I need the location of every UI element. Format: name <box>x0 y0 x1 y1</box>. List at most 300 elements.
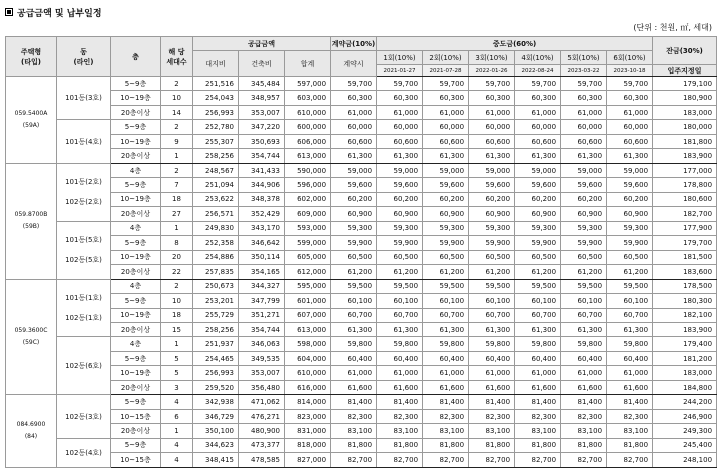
units-cell: 4 <box>161 395 193 409</box>
land-price-cell: 256,993 <box>193 366 239 380</box>
dong-line-label: 102동(4호) <box>65 448 102 457</box>
land-price-cell: 250,673 <box>193 279 239 293</box>
building-price-cell: 351,271 <box>239 308 285 322</box>
installment-6-cell: 81,800 <box>607 438 653 452</box>
installment-5-cell: 81,800 <box>561 438 607 452</box>
header-installment-date-2: 2021-07-28 <box>423 65 469 77</box>
header-units-top: 해 당 <box>168 47 185 56</box>
total-price-cell: 602,000 <box>285 192 331 206</box>
installment-3-cell: 59,700 <box>469 77 515 91</box>
land-price-cell: 251,516 <box>193 77 239 91</box>
installment-3-cell: 81,800 <box>469 438 515 452</box>
total-price-cell: 827,000 <box>285 453 331 468</box>
header-dong-sub: (라인) <box>73 57 94 66</box>
installment-3-cell: 60,700 <box>469 308 515 322</box>
deposit-cell: 61,600 <box>331 380 377 394</box>
balance-cell: 182,700 <box>653 207 717 221</box>
total-price-cell: 599,000 <box>285 236 331 250</box>
total-price-cell: 613,000 <box>285 149 331 163</box>
dong-line-label: 101동(3호) <box>65 94 102 103</box>
installment-4-cell: 59,900 <box>515 236 561 250</box>
balance-cell: 179,100 <box>653 77 717 91</box>
installment-3-cell: 59,500 <box>469 279 515 293</box>
installment-6-cell: 60,200 <box>607 192 653 206</box>
units-cell: 6 <box>161 409 193 423</box>
installment-2-cell: 60,600 <box>423 134 469 148</box>
installment-6-cell: 61,000 <box>607 105 653 119</box>
balance-cell: 177,900 <box>653 221 717 235</box>
floor-cell: 5~9층 <box>111 351 161 365</box>
dong-line-label: 101동(5호) <box>65 236 102 245</box>
installment-2-cell: 60,300 <box>423 91 469 105</box>
dong-line-cell <box>57 395 111 438</box>
floor-cell: 4층 <box>111 163 161 177</box>
installment-4-cell: 60,400 <box>515 351 561 365</box>
header-type-label: 주택형 <box>20 47 42 56</box>
total-price-cell: 600,000 <box>285 120 331 134</box>
deposit-cell: 59,300 <box>331 221 377 235</box>
table-row <box>6 221 717 235</box>
unit-type-sub: (59A) <box>22 121 40 129</box>
total-price-cell: 595,000 <box>285 279 331 293</box>
total-price-cell: 814,000 <box>285 395 331 409</box>
floor-cell: 20층이상 <box>111 380 161 394</box>
installment-3-cell: 59,600 <box>469 178 515 192</box>
installment-6-cell: 59,900 <box>607 236 653 250</box>
total-price-cell: 598,000 <box>285 337 331 351</box>
land-price-cell: 258,256 <box>193 322 239 336</box>
table-row <box>6 134 717 148</box>
installment-6-cell: 59,500 <box>607 279 653 293</box>
table-row <box>6 250 717 264</box>
total-price-cell: 597,000 <box>285 77 331 91</box>
building-price-cell: 476,271 <box>239 409 285 423</box>
balance-cell: 184,800 <box>653 380 717 394</box>
total-price-cell: 607,000 <box>285 308 331 322</box>
land-price-cell: 251,937 <box>193 337 239 351</box>
installment-5-cell: 59,700 <box>561 77 607 91</box>
section-title-text: 공급금액 및 납부일정 <box>17 9 102 19</box>
installment-3-cell: 59,000 <box>469 163 515 177</box>
total-price-cell: 818,000 <box>285 438 331 452</box>
installment-5-cell: 59,800 <box>561 337 607 351</box>
installment-4-cell: 60,100 <box>515 294 561 308</box>
table-row <box>6 322 717 336</box>
installment-1-cell: 60,600 <box>377 134 423 148</box>
installment-2-cell: 60,000 <box>423 120 469 134</box>
installment-1-cell: 82,300 <box>377 409 423 423</box>
building-price-cell: 341,433 <box>239 163 285 177</box>
table-row <box>6 91 717 105</box>
installment-1-cell: 60,000 <box>377 120 423 134</box>
deposit-cell: 81,800 <box>331 438 377 452</box>
header-dong <box>57 37 111 77</box>
deposit-cell: 60,100 <box>331 294 377 308</box>
land-price-cell: 254,043 <box>193 91 239 105</box>
balance-cell: 179,400 <box>653 337 717 351</box>
land-price-cell: 344,623 <box>193 438 239 452</box>
unit-type-code: 059.5400A <box>14 109 48 117</box>
units-cell: 1 <box>161 337 193 351</box>
installment-4-cell: 83,100 <box>515 424 561 438</box>
installment-2-cell: 60,400 <box>423 351 469 365</box>
balance-cell: 249,300 <box>653 424 717 438</box>
table-row <box>6 351 717 365</box>
installment-1-cell: 60,300 <box>377 91 423 105</box>
units-cell: 1 <box>161 424 193 438</box>
installment-5-cell: 60,000 <box>561 120 607 134</box>
table-row <box>6 409 717 423</box>
total-price-cell: 603,000 <box>285 91 331 105</box>
deposit-cell: 61,000 <box>331 366 377 380</box>
building-price-cell: 344,906 <box>239 178 285 192</box>
installment-2-cell: 60,700 <box>423 308 469 322</box>
installment-3-cell: 81,400 <box>469 395 515 409</box>
land-price-cell: 256,571 <box>193 207 239 221</box>
balance-cell: 180,900 <box>653 91 717 105</box>
land-price-cell: 251,094 <box>193 178 239 192</box>
installment-1-cell: 60,200 <box>377 192 423 206</box>
installment-3-cell: 60,100 <box>469 294 515 308</box>
land-price-cell: 255,307 <box>193 134 239 148</box>
deposit-cell: 61,300 <box>331 149 377 163</box>
unit-type-sub: (59C) <box>22 338 40 346</box>
installment-1-cell: 61,000 <box>377 366 423 380</box>
header-dong-label: 동 <box>80 47 87 56</box>
installment-1-cell: 61,200 <box>377 265 423 279</box>
installment-5-cell: 83,100 <box>561 424 607 438</box>
units-cell: 27 <box>161 207 193 221</box>
balance-cell: 244,200 <box>653 395 717 409</box>
installment-2-cell: 61,300 <box>423 322 469 336</box>
building-price-cell: 343,170 <box>239 221 285 235</box>
installment-3-cell: 61,000 <box>469 105 515 119</box>
header-building: 건축비 <box>239 51 285 77</box>
unit-type-sub: (84) <box>24 433 38 441</box>
installment-5-cell: 61,300 <box>561 149 607 163</box>
unit-note: (단위 : 천원, ㎡, 세대) <box>633 23 712 32</box>
header-installment-date-5: 2023-03-22 <box>561 65 607 77</box>
balance-cell: 180,000 <box>653 120 717 134</box>
building-price-cell: 348,957 <box>239 91 285 105</box>
installment-2-cell: 61,000 <box>423 366 469 380</box>
floor-cell: 10~19층 <box>111 308 161 322</box>
installment-6-cell: 60,900 <box>607 207 653 221</box>
balance-cell: 181,200 <box>653 351 717 365</box>
installment-2-cell: 83,100 <box>423 424 469 438</box>
building-price-cell: 473,377 <box>239 438 285 452</box>
installment-3-cell: 83,100 <box>469 424 515 438</box>
deposit-cell: 59,900 <box>331 236 377 250</box>
installment-3-cell: 82,700 <box>469 453 515 468</box>
installment-2-cell: 59,000 <box>423 163 469 177</box>
installment-2-cell: 61,200 <box>423 265 469 279</box>
dong-line-label: 101동(2호) <box>65 178 102 187</box>
total-price-cell: 596,000 <box>285 178 331 192</box>
installment-5-cell: 60,500 <box>561 250 607 264</box>
floor-cell: 20층이상 <box>111 207 161 221</box>
dong-line-cell <box>57 221 111 279</box>
units-cell: 8 <box>161 236 193 250</box>
installment-5-cell: 59,600 <box>561 178 607 192</box>
table-row <box>6 207 717 221</box>
floor-cell: 5~9층 <box>111 438 161 452</box>
deposit-cell: 59,800 <box>331 337 377 351</box>
dong-line-label: 102동(5호) <box>65 256 102 265</box>
unit-type-cell <box>6 163 57 279</box>
deposit-cell: 60,200 <box>331 192 377 206</box>
deposit-cell: 82,700 <box>331 453 377 468</box>
installment-1-cell: 60,400 <box>377 351 423 365</box>
installment-5-cell: 60,100 <box>561 294 607 308</box>
installment-5-cell: 59,300 <box>561 221 607 235</box>
building-price-cell: 345,484 <box>239 77 285 91</box>
deposit-cell: 61,000 <box>331 105 377 119</box>
unit-type-code: 059.3600C <box>14 326 48 334</box>
building-price-cell: 352,429 <box>239 207 285 221</box>
installment-4-cell: 59,500 <box>515 279 561 293</box>
floor-cell: 5~9층 <box>111 236 161 250</box>
installment-1-cell: 60,700 <box>377 308 423 322</box>
units-cell: 4 <box>161 438 193 452</box>
installment-6-cell: 60,100 <box>607 294 653 308</box>
installment-2-cell: 60,200 <box>423 192 469 206</box>
installment-4-cell: 61,000 <box>515 366 561 380</box>
header-units <box>161 37 193 77</box>
total-price-cell: 610,000 <box>285 105 331 119</box>
installment-6-cell: 59,800 <box>607 337 653 351</box>
installment-2-cell: 59,600 <box>423 178 469 192</box>
total-price-cell: 609,000 <box>285 207 331 221</box>
installment-5-cell: 82,700 <box>561 453 607 468</box>
table-row <box>6 77 717 91</box>
installment-1-cell: 83,100 <box>377 424 423 438</box>
installment-4-cell: 60,700 <box>515 308 561 322</box>
installment-5-cell: 61,200 <box>561 265 607 279</box>
installment-5-cell: 61,000 <box>561 366 607 380</box>
total-price-cell: 604,000 <box>285 351 331 365</box>
building-price-cell: 346,642 <box>239 236 285 250</box>
table-row <box>6 178 717 192</box>
installment-3-cell: 61,000 <box>469 366 515 380</box>
deposit-cell: 61,300 <box>331 322 377 336</box>
total-price-cell: 613,000 <box>285 322 331 336</box>
floor-cell: 10~15층 <box>111 409 161 423</box>
floor-cell: 20층이상 <box>111 322 161 336</box>
installment-4-cell: 82,300 <box>515 409 561 423</box>
land-price-cell: 350,100 <box>193 424 239 438</box>
installment-3-cell: 61,300 <box>469 149 515 163</box>
square-bullet-icon <box>5 8 13 16</box>
installment-4-cell: 61,300 <box>515 149 561 163</box>
building-price-cell: 356,480 <box>239 380 285 394</box>
installment-1-cell: 61,000 <box>377 105 423 119</box>
units-cell: 14 <box>161 105 193 119</box>
installment-4-cell: 81,800 <box>515 438 561 452</box>
units-cell: 3 <box>161 380 193 394</box>
building-price-cell: 350,693 <box>239 134 285 148</box>
installment-2-cell: 82,300 <box>423 409 469 423</box>
installment-6-cell: 83,100 <box>607 424 653 438</box>
installment-6-cell: 59,700 <box>607 77 653 91</box>
header-installment-6: 6회(10%) <box>607 51 653 65</box>
floor-cell: 5~9층 <box>111 395 161 409</box>
installment-5-cell: 60,900 <box>561 207 607 221</box>
installment-3-cell: 59,300 <box>469 221 515 235</box>
installment-2-cell: 59,900 <box>423 236 469 250</box>
units-cell: 1 <box>161 149 193 163</box>
total-price-cell: 593,000 <box>285 221 331 235</box>
installment-6-cell: 60,000 <box>607 120 653 134</box>
installment-2-cell: 61,000 <box>423 105 469 119</box>
table-row <box>6 192 717 206</box>
table-row <box>6 120 717 134</box>
installment-6-cell: 60,700 <box>607 308 653 322</box>
unit-type-code: 084.6900 <box>16 421 46 429</box>
header-land: 대지비 <box>193 51 239 77</box>
table-row <box>6 424 717 438</box>
units-cell: 20 <box>161 250 193 264</box>
deposit-cell: 61,200 <box>331 265 377 279</box>
floor-cell: 10~19층 <box>111 192 161 206</box>
unit-type-cell <box>6 77 57 164</box>
balance-cell: 248,100 <box>653 453 717 468</box>
deposit-cell: 60,300 <box>331 91 377 105</box>
floor-cell: 5~9층 <box>111 294 161 308</box>
installment-6-cell: 59,000 <box>607 163 653 177</box>
floor-cell: 4층 <box>111 221 161 235</box>
balance-cell: 183,600 <box>653 265 717 279</box>
land-price-cell: 249,830 <box>193 221 239 235</box>
dong-line-label: 101동(4호) <box>65 137 102 146</box>
installment-2-cell: 60,100 <box>423 294 469 308</box>
installment-4-cell: 59,700 <box>515 77 561 91</box>
header-floor: 층 <box>111 37 161 77</box>
floor-cell: 10~19층 <box>111 366 161 380</box>
deposit-cell: 60,600 <box>331 134 377 148</box>
installment-5-cell: 61,000 <box>561 105 607 119</box>
building-price-cell: 478,585 <box>239 453 285 468</box>
header-installment-4: 4회(10%) <box>515 51 561 65</box>
installment-1-cell: 59,900 <box>377 236 423 250</box>
balance-cell: 178,800 <box>653 178 717 192</box>
dong-line-label: 101동(1호) <box>65 294 102 302</box>
unit-type-cell <box>6 279 57 395</box>
installment-4-cell: 60,300 <box>515 91 561 105</box>
deposit-cell: 83,100 <box>331 424 377 438</box>
floor-cell: 5~9층 <box>111 77 161 91</box>
deposit-cell: 60,000 <box>331 120 377 134</box>
installment-1-cell: 82,700 <box>377 453 423 468</box>
floor-cell: 4층 <box>111 279 161 293</box>
installment-6-cell: 61,300 <box>607 149 653 163</box>
installment-1-cell: 59,000 <box>377 163 423 177</box>
installment-3-cell: 60,000 <box>469 120 515 134</box>
land-price-cell: 253,201 <box>193 294 239 308</box>
table-row <box>6 308 717 322</box>
total-price-cell: 610,000 <box>285 366 331 380</box>
installment-6-cell: 61,000 <box>607 366 653 380</box>
installment-4-cell: 60,900 <box>515 207 561 221</box>
deposit-cell: 59,700 <box>331 77 377 91</box>
total-price-cell: 823,000 <box>285 409 331 423</box>
installment-5-cell: 60,300 <box>561 91 607 105</box>
installment-5-cell: 82,300 <box>561 409 607 423</box>
installment-5-cell: 81,400 <box>561 395 607 409</box>
balance-cell: 246,900 <box>653 409 717 423</box>
table-row <box>6 438 717 452</box>
units-cell: 2 <box>161 77 193 91</box>
dong-line-cell <box>57 279 111 337</box>
balance-cell: 245,400 <box>653 438 717 452</box>
installment-3-cell: 59,900 <box>469 236 515 250</box>
installment-4-cell: 59,800 <box>515 337 561 351</box>
floor-cell: 20층이상 <box>111 265 161 279</box>
dong-line-cell <box>57 337 111 395</box>
header-installment-date-3: 2022-01-26 <box>469 65 515 77</box>
installment-4-cell: 82,700 <box>515 453 561 468</box>
land-price-cell: 254,465 <box>193 351 239 365</box>
floor-cell: 4층 <box>111 337 161 351</box>
building-price-cell: 347,799 <box>239 294 285 308</box>
deposit-cell: 59,000 <box>331 163 377 177</box>
installment-1-cell: 60,900 <box>377 207 423 221</box>
deposit-cell: 82,300 <box>331 409 377 423</box>
header-type-sub: (타입) <box>21 57 41 66</box>
balance-cell: 181,500 <box>653 250 717 264</box>
header-deposit-sub: 계약시 <box>331 51 377 77</box>
balance-cell: 183,900 <box>653 322 717 336</box>
installment-4-cell: 59,000 <box>515 163 561 177</box>
total-price-cell: 616,000 <box>285 380 331 394</box>
installment-4-cell: 60,200 <box>515 192 561 206</box>
units-cell: 15 <box>161 322 193 336</box>
installment-5-cell: 60,200 <box>561 192 607 206</box>
land-price-cell: 253,622 <box>193 192 239 206</box>
land-price-cell: 248,567 <box>193 163 239 177</box>
header-interim: 중도금(60%) <box>377 37 653 51</box>
header-installment-3: 3회(10%) <box>469 51 515 65</box>
table-row <box>6 380 717 394</box>
building-price-cell: 353,007 <box>239 366 285 380</box>
deposit-cell: 59,500 <box>331 279 377 293</box>
installment-4-cell: 61,200 <box>515 265 561 279</box>
balance-cell: 178,500 <box>653 279 717 293</box>
units-cell: 7 <box>161 178 193 192</box>
building-price-cell: 353,007 <box>239 105 285 119</box>
installment-6-cell: 60,600 <box>607 134 653 148</box>
installment-2-cell: 59,800 <box>423 337 469 351</box>
building-price-cell: 349,535 <box>239 351 285 365</box>
floor-cell: 20층이상 <box>111 424 161 438</box>
dong-line-cell <box>57 77 111 120</box>
installment-4-cell: 61,000 <box>515 105 561 119</box>
installment-2-cell: 60,900 <box>423 207 469 221</box>
floor-cell: 5~9층 <box>111 120 161 134</box>
table-row <box>6 294 717 308</box>
installment-4-cell: 60,600 <box>515 134 561 148</box>
building-price-cell: 471,062 <box>239 395 285 409</box>
installment-5-cell: 61,300 <box>561 322 607 336</box>
table-row <box>6 337 717 351</box>
installment-1-cell: 59,300 <box>377 221 423 235</box>
dong-line-label: 102동(1호) <box>65 314 102 322</box>
dong-line-cell <box>57 163 111 221</box>
deposit-cell: 60,900 <box>331 207 377 221</box>
installment-6-cell: 82,700 <box>607 453 653 468</box>
land-price-cell: 346,729 <box>193 409 239 423</box>
units-cell: 2 <box>161 279 193 293</box>
